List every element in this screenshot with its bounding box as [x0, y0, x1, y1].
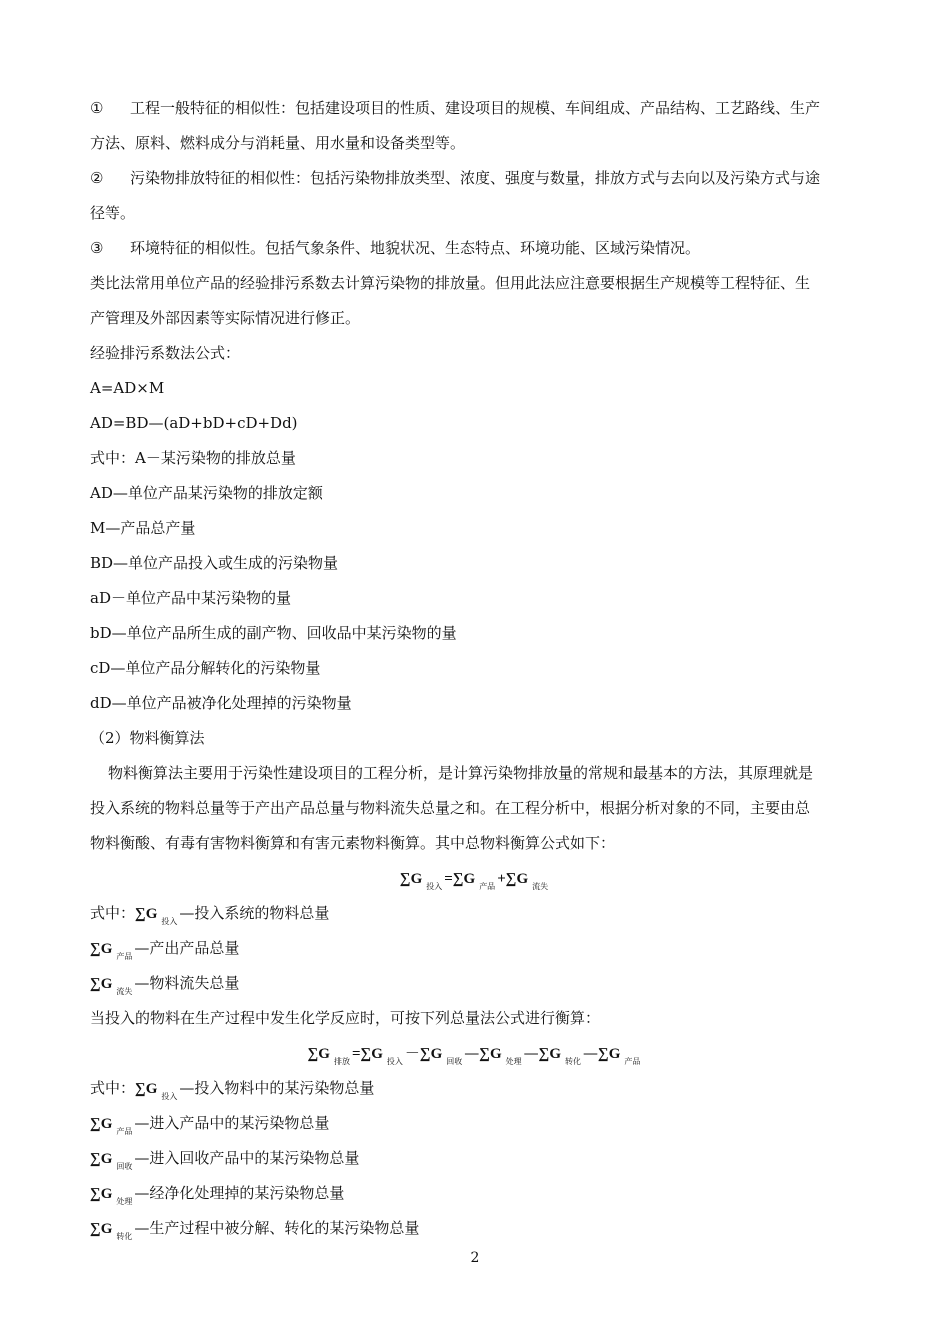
- operator: －: [404, 1044, 420, 1062]
- total-quantity-formula: [0, 1043, 950, 1072]
- list-item-1: [90, 98, 860, 118]
- paragraph-line: 投入系统的物料总量等于产出产品总量与物料流失总量之和。在工程分析中，根据分析对象的不同，主要由总: [90, 799, 811, 817]
- definition-line: BD—单位产品投入或生成的污染物量: [90, 554, 339, 572]
- subscript: 产品: [116, 1127, 133, 1136]
- subscript: 回收: [446, 1057, 463, 1066]
- operator: +: [497, 871, 506, 887]
- operator: =: [444, 871, 453, 887]
- sum-symbol: ∑G: [505, 871, 529, 887]
- subscript: 产品: [116, 952, 133, 961]
- list-marker: ②: [90, 169, 104, 187]
- section-heading: （2）物料衡算法: [90, 729, 205, 747]
- prefix-label: 式中：: [90, 904, 136, 922]
- operator: —: [583, 1044, 599, 1062]
- subscript: 产品: [624, 1057, 641, 1066]
- subscript: 流失: [532, 882, 549, 891]
- definition-text: —生产过程中被分解、转化的某污染物总量: [134, 1219, 420, 1237]
- definition-line: [90, 973, 860, 1002]
- subscript: 排放: [333, 1057, 350, 1066]
- definition-line: [90, 1078, 860, 1107]
- definition-text: —物料流失总量: [134, 974, 240, 992]
- definition-line: [90, 1148, 860, 1177]
- sum-symbol: ∑G: [538, 1046, 562, 1062]
- sum-symbol: ∑G: [419, 1046, 443, 1062]
- subscript: 处理: [505, 1057, 522, 1066]
- sum-symbol: ∑G: [90, 1221, 113, 1237]
- list-item-2-cont: 径等。: [90, 204, 136, 222]
- list-text: 环境特征的相似性。包括气象条件、地貌状况、生态特点、环境功能、区域污染情况。: [130, 239, 701, 257]
- mass-balance-formula: [0, 868, 950, 897]
- list-text: 污染物排放特征的相似性：包括污染物排放类型、浓度、强度与数量，排放方式与去向以及污染方式与途: [130, 169, 821, 187]
- definition-text: —进入产品中的某污染物总量: [134, 1114, 330, 1132]
- subscript: 回收: [116, 1162, 133, 1171]
- sum-symbol: ∑G: [90, 1116, 113, 1132]
- sum-symbol: ∑G: [135, 1081, 158, 1097]
- definition-line: [90, 903, 860, 932]
- subscript: 投入: [161, 917, 178, 926]
- definition-line: 式中：A－某污染物的排放总量: [90, 449, 296, 467]
- sum-symbol: ∑G: [90, 1151, 113, 1167]
- sum-symbol: ∑G: [360, 1046, 383, 1062]
- sum-symbol: ∑G: [452, 871, 476, 887]
- operator: —: [523, 1044, 539, 1062]
- definition-text: —进入回收产品中的某污染物总量: [134, 1149, 360, 1167]
- definition-text: —经净化处理掉的某污染物总量: [134, 1184, 345, 1202]
- list-item-3: [90, 238, 860, 258]
- formula-title: 经验排污系数法公式：: [90, 344, 241, 362]
- definition-line: [90, 938, 860, 967]
- subscript: 转化: [565, 1057, 582, 1066]
- sum-symbol: ∑G: [307, 1046, 330, 1062]
- sum-symbol: ∑G: [479, 1046, 502, 1062]
- prefix-label: 式中：: [90, 1079, 136, 1097]
- list-text: 工程一般特征的相似性：包括建设项目的性质、建设项目的规模、车间组成、产品结构、工艺路线、生产: [130, 99, 821, 117]
- definition-line: [90, 1113, 860, 1142]
- paragraph-line: 产管理及外部因素等实际情况进行修正。: [90, 309, 361, 327]
- definition-line: cD—单位产品分解转化的污染物量: [90, 659, 321, 677]
- subscript: 投入: [161, 1092, 178, 1101]
- definition-line: M—产品总产量: [90, 519, 196, 537]
- definition-line: dD—单位产品被净化处理掉的污染物量: [90, 694, 352, 712]
- sum-symbol: ∑G: [598, 1046, 621, 1062]
- definition-line: aD－单位产品中某污染物的量: [90, 589, 291, 607]
- definition-text: —投入物料中的某污染物总量: [179, 1079, 375, 1097]
- paragraph-line: 类比法常用单位产品的经验排污系数去计算污染物的排放量。但用此法应注意要根据生产规模等工程特征、生: [90, 274, 811, 292]
- list-item-2: [90, 168, 860, 188]
- sum-symbol: ∑G: [399, 871, 423, 887]
- page-number: 2: [470, 1250, 480, 1266]
- equation-1: A=AD×M: [90, 379, 165, 397]
- list-marker: ③: [90, 239, 104, 257]
- subscript: 处理: [116, 1197, 133, 1206]
- definition-line: AD—单位产品某污染物的排放定额: [90, 484, 323, 502]
- definition-line: [90, 1218, 860, 1247]
- definition-text: —产出产品总量: [134, 939, 240, 957]
- operator: —: [464, 1044, 480, 1062]
- list-item-1-cont: 方法、原料、燃料成分与消耗量、用水量和设备类型等。: [90, 134, 466, 152]
- subscript: 产品: [479, 882, 496, 891]
- sum-symbol: ∑G: [90, 1186, 113, 1202]
- subscript: 投入: [426, 882, 443, 891]
- equation-2: AD=BD—(aD+bD+cD+Dd): [90, 414, 298, 432]
- sum-symbol: ∑G: [90, 941, 113, 957]
- subscript: 流失: [116, 987, 133, 996]
- sum-symbol: ∑G: [90, 976, 113, 992]
- sum-symbol: ∑G: [135, 906, 158, 922]
- list-marker: ①: [90, 99, 104, 117]
- paragraph-line: 当投入的物料在生产过程中发生化学反应时，可按下列总量法公式进行衡算：: [90, 1009, 601, 1027]
- subscript: 投入: [386, 1057, 403, 1066]
- definition-line: [90, 1183, 860, 1212]
- paragraph-line: 物料衡酸、有毒有害物料衡算和有害元素物料衡算。其中总物料衡算公式如下：: [90, 834, 616, 852]
- definition-line: bD—单位产品所生成的副产物、回收品中某污染物的量: [90, 624, 457, 642]
- subscript: 转化: [116, 1232, 133, 1241]
- operator: =: [351, 1046, 361, 1062]
- definition-text: —投入系统的物料总量: [179, 904, 330, 922]
- paragraph-line: 物料衡算法主要用于污染性建设项目的工程分析，是计算污染物排放量的常规和最基本的方法，其原理就是: [108, 764, 814, 782]
